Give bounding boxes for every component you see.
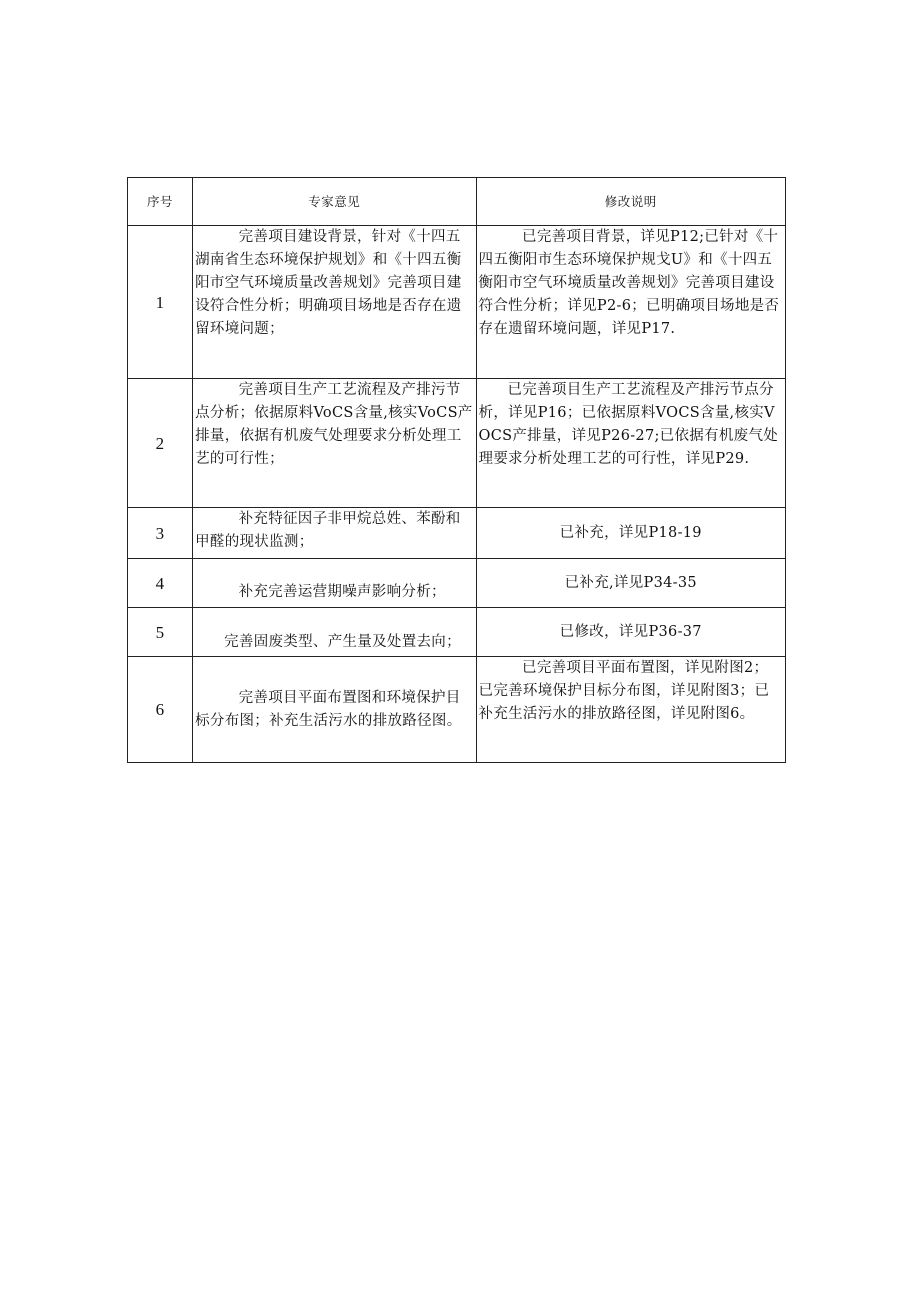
explanation-cell (476, 657, 785, 763)
opinion-cell (193, 559, 476, 608)
opinion-cell (193, 608, 476, 657)
opinion-text: 完善固废类型、产生量及处置去向； (224, 634, 461, 650)
opinion-cell (193, 379, 476, 508)
explanation-cell (476, 559, 785, 608)
row-number: 1 (128, 226, 193, 379)
opinion-text: 补充特征因子非甲烷总姓、苯酚和甲醛的现状监测； (195, 511, 461, 550)
opinion-cell (193, 508, 476, 559)
explanation-cell (476, 379, 785, 508)
table-row (128, 379, 786, 508)
opinion-text: 完善项目建设背景，针对《十四五湖南省生态环境保护规划》和《十四五衡阳市空气环境质量改善规划》完善项目建设符合性分析；明确项目场地是否存在遗留环境问题； (195, 229, 462, 337)
opinion-text: 补充完善运营期噪声影响分析； (238, 584, 446, 600)
explanation-text: 已补充,详见P34-35 (564, 574, 697, 591)
row-number: 4 (128, 559, 193, 608)
header-no: 序号 (128, 178, 193, 226)
header-opinion: 专家意见 (193, 178, 476, 226)
table-row (128, 657, 786, 763)
explanation-text: 已完善项目背景，详见P12;已针对《十四五衡阳市生态环境保护规戈U》和《十四五衡阳市空气环境质量改善规划》完善项目建设符合性分析；详见P2-6；已明确项目场地是否存在遗留环境问题，详见P17. (478, 229, 780, 337)
explanation-text: 已修改，详见P36-37 (559, 623, 702, 640)
header-explanation: 修改说明 (476, 178, 785, 226)
table-header-row (128, 178, 786, 226)
opinion-cell (193, 657, 476, 763)
row-number: 6 (128, 657, 193, 763)
table-row (128, 226, 786, 379)
row-number: 3 (128, 508, 193, 559)
row-number: 5 (128, 608, 193, 657)
opinion-text: 完善项目生产工艺流程及产排污节点分析；依据原料VoCS含量,核实VoCS产排量，依据有机废气处理要求分析处理工艺的可行性； (195, 382, 473, 467)
explanation-text: 已补充，详见P18-19 (559, 524, 702, 541)
opinion-cell (193, 226, 476, 379)
explanation-cell (476, 508, 785, 559)
row-number: 2 (128, 379, 193, 508)
table-row (128, 508, 786, 559)
explanation-cell (476, 226, 785, 379)
table-row (128, 559, 786, 608)
opinion-text: 完善项目平面布置图和环境保护目标分布图；补充生活污水的排放路径图。 (195, 689, 462, 729)
explanation-text: 已完善项目生产工艺流程及产排污节点分析，详见P16；已依据原料VOCS含量,核实VOCS产排量，详见P26-27;已依据有机废气处理要求分析处理工艺的可行性，详见P29. (478, 382, 779, 467)
explanation-cell (476, 608, 785, 657)
review-table (127, 177, 786, 763)
explanation-text: 已完善项目平面布置图，详见附图2；已完善环境保护目标分布图，详见附图3；已补充生活污水的排放路径图，详见附图6。 (478, 660, 770, 722)
table-row (128, 608, 786, 657)
